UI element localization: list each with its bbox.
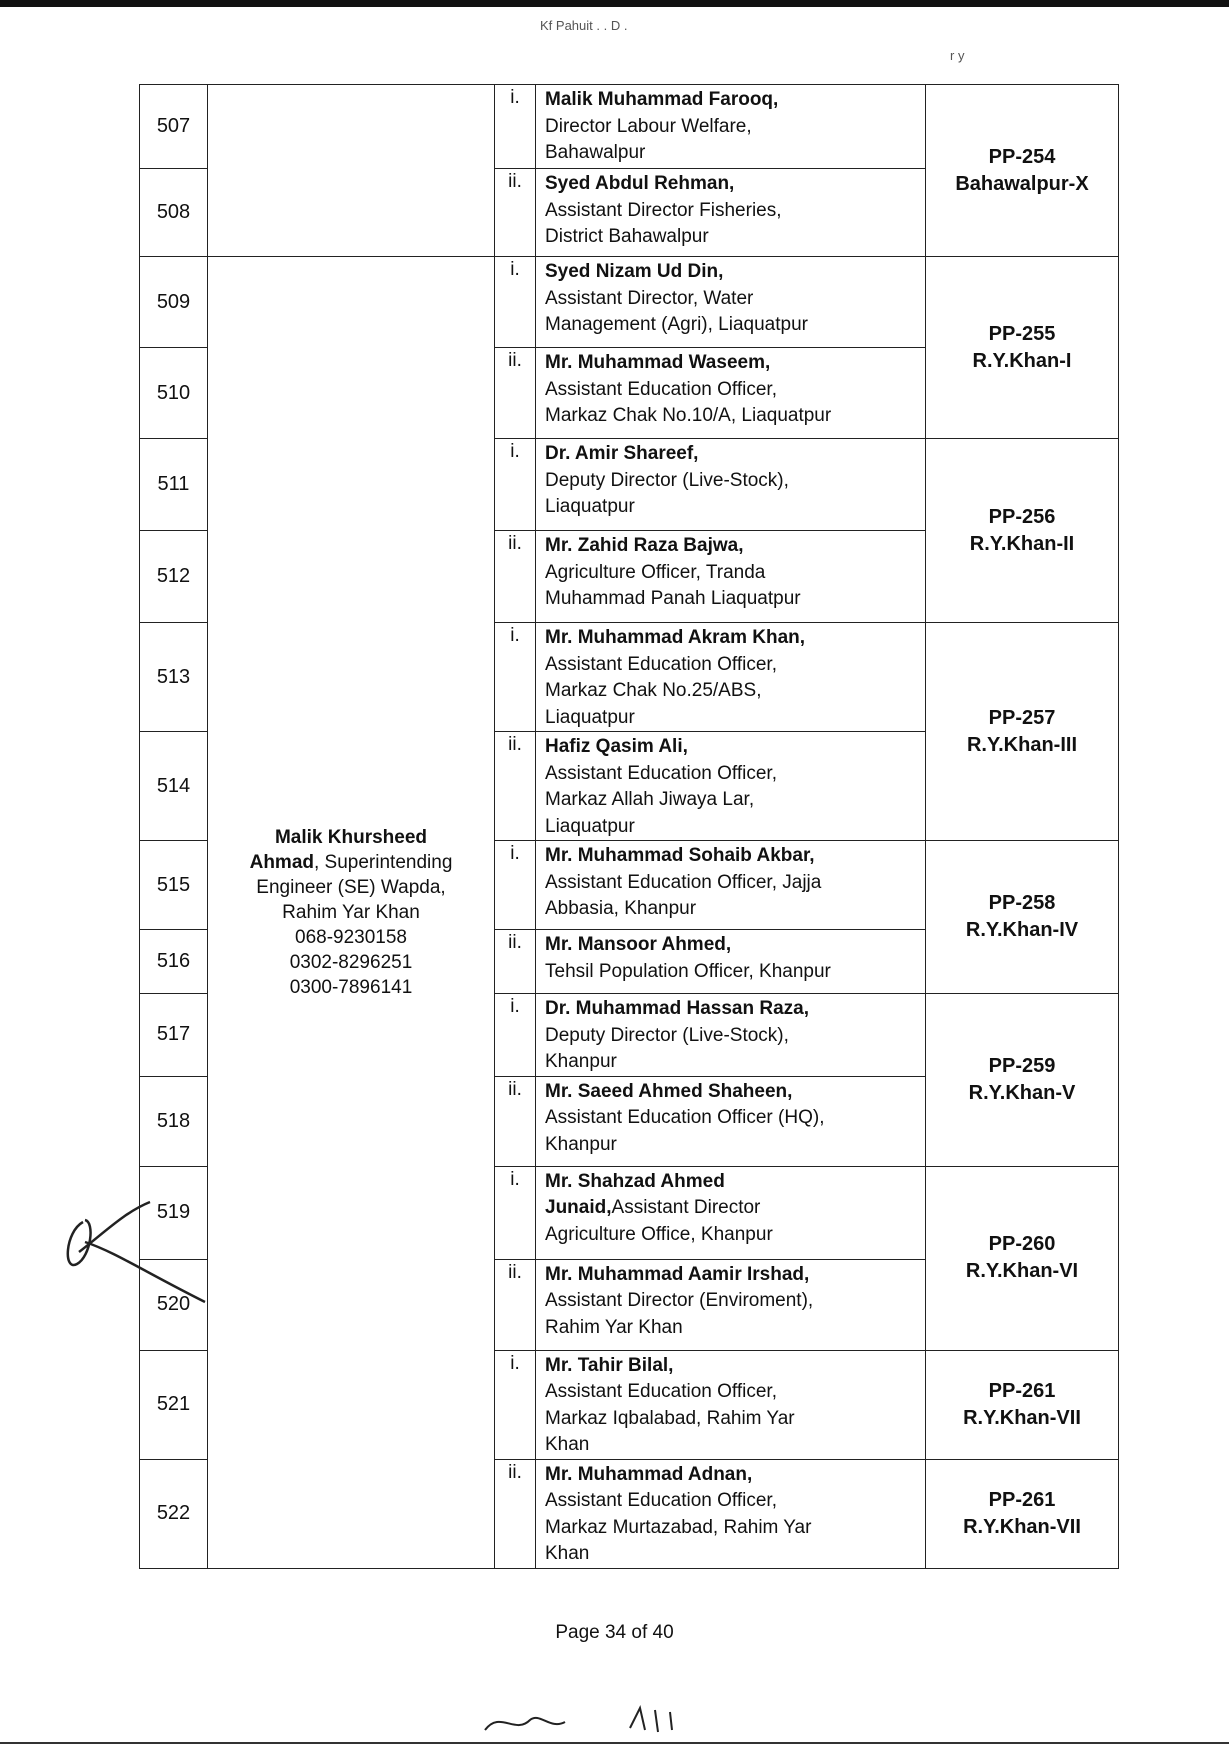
officer-detail: Assistant Director Fisheries, (545, 199, 782, 221)
coordinator-phone: 0300-7896141 (289, 976, 413, 998)
officer-detail: Assistant Education Officer, (545, 653, 777, 675)
coordinator-title: , Superintending (314, 851, 453, 873)
officer-name: Syed Abdul Rehman, (545, 173, 735, 194)
officer-name: Mr. Zahid Raza Bajwa, (545, 535, 744, 556)
officer-detail: Deputy Director (Live-Stock), (545, 1024, 789, 1046)
officer-detail: Markaz Chak No.25/ABS, (545, 680, 762, 701)
officer-cell (536, 1350, 926, 1459)
officer-name: Dr. Muhammad Hassan Raza, (545, 998, 809, 1019)
officer-detail: Abbasia, Khanpur (545, 898, 697, 919)
officer-cell (536, 732, 926, 841)
row-roman: i. (495, 994, 536, 1077)
officer-detail: Khanpur (545, 1051, 617, 1072)
row-roman: ii. (495, 348, 536, 439)
top-border (0, 0, 1229, 7)
constituency-area: R.Y.Khan-II (969, 532, 1075, 555)
constituency-code: PP-261 (988, 1488, 1056, 1511)
officer-cell (536, 531, 926, 623)
constituency-area: R.Y.Khan-VI (965, 1260, 1079, 1282)
officer-name: Mr. Tahir Bilal, (545, 1354, 674, 1376)
officer-detail: Assistant Education Officer, Jajja (545, 871, 822, 893)
constituency-code: PP-259 (988, 1054, 1056, 1077)
officer-detail: Bahawalpur (545, 142, 646, 163)
row-roman: i. (495, 85, 536, 169)
officer-name-cont: Junaid, (545, 1197, 612, 1218)
officer-cell (536, 169, 926, 257)
officer-name: Mr. Muhammad Aamir Irshad, (545, 1263, 810, 1285)
row-number: 507 (140, 85, 208, 169)
constituency-code: PP-261 (988, 1379, 1056, 1402)
coordinator-cell-empty (208, 85, 495, 257)
officer-cell (536, 841, 926, 930)
constituency-cell (926, 994, 1119, 1167)
officer-detail: Tehsil Population Officer, Khanpur (545, 960, 831, 982)
constituency-cell (926, 1166, 1119, 1350)
row-number: 511 (140, 439, 208, 531)
officer-name: Mr. Muhammad Adnan, (545, 1463, 753, 1485)
row-number: 515 (140, 841, 208, 930)
constituency-cell (926, 623, 1119, 841)
assignment-table (139, 84, 1119, 1569)
constituency-code: PP-255 (988, 322, 1056, 345)
coordinator-phone: 068-9230158 (295, 926, 407, 948)
officer-cell (536, 439, 926, 531)
officer-cell (536, 1076, 926, 1166)
officer-detail: Deputy Director (Live-Stock), (545, 469, 789, 491)
officer-detail: District Bahawalpur (545, 226, 709, 247)
constituency-code: PP-257 (988, 706, 1056, 729)
row-number: 509 (140, 257, 208, 348)
officer-detail: Assistant Education Officer, (545, 762, 777, 784)
row-number: 510 (140, 348, 208, 439)
row-number: 517 (140, 994, 208, 1077)
row-number: 508 (140, 169, 208, 257)
signature-scribble (480, 1700, 740, 1740)
constituency-cell (926, 841, 1119, 994)
row-roman: ii. (495, 1076, 536, 1166)
officer-cell (536, 1166, 926, 1259)
bottom-border (0, 1742, 1229, 1744)
constituency-cell (926, 1459, 1119, 1568)
row-number: 521 (140, 1350, 208, 1459)
officer-detail: Liaquatpur (545, 706, 635, 728)
officer-name: Mr. Muhammad Akram Khan, (545, 627, 806, 648)
constituency-code: PP-256 (988, 505, 1056, 528)
row-number: 514 (140, 732, 208, 841)
row-number: 518 (140, 1076, 208, 1166)
constituency-area: R.Y.Khan-VII (963, 1515, 1081, 1538)
row-roman: i. (495, 439, 536, 531)
constituency-cell (926, 1350, 1119, 1459)
officer-detail: Assistant Director (611, 1197, 761, 1218)
constituency-cell (926, 257, 1119, 439)
officer-cell (536, 257, 926, 348)
officer-detail: Agriculture Office, Khanpur (545, 1223, 773, 1245)
row-roman: ii. (495, 732, 536, 841)
officer-detail: Assistant Director (Enviroment), (545, 1290, 814, 1311)
constituency-cell (926, 85, 1119, 257)
constituency-code: PP-260 (988, 1233, 1056, 1255)
constituency-area: R.Y.Khan-VII (963, 1406, 1081, 1429)
officer-detail: Muhammad Panah Liaquatpur (545, 588, 801, 609)
coordinator-location: Rahim Yar Khan (282, 901, 420, 923)
officer-detail: Assistant Education Officer, (545, 1490, 777, 1511)
officer-cell (536, 994, 926, 1077)
officer-detail: Markaz Allah Jiwaya Lar, (545, 789, 755, 810)
officer-cell (536, 348, 926, 439)
officer-detail: Rahim Yar Khan (545, 1316, 683, 1338)
officer-name: Mr. Muhammad Sohaib Akbar, (545, 845, 815, 866)
row-roman: ii. (495, 930, 536, 994)
row-roman: ii. (495, 531, 536, 623)
header-scribble-right: r y (950, 48, 965, 63)
officer-detail: Director Labour Welfare, (545, 115, 752, 137)
row-number: 513 (140, 623, 208, 732)
page-number: Page 34 of 40 (555, 1622, 674, 1643)
row-number: 522 (140, 1459, 208, 1568)
officer-detail: Assistant Education Officer (HQ), (545, 1107, 825, 1128)
officer-name: Mr. Mansoor Ahmed, (545, 934, 732, 955)
officer-detail: Khanpur (545, 1133, 617, 1155)
row-roman: i. (495, 257, 536, 348)
officer-cell (536, 1259, 926, 1350)
officer-name: Syed Nizam Ud Din, (545, 261, 724, 282)
row-roman: i. (495, 1166, 536, 1259)
officer-name: Mr. Saeed Ahmed Shaheen, (545, 1080, 793, 1102)
officer-detail: Khan (545, 1434, 590, 1455)
row-roman: ii. (495, 1459, 536, 1568)
handwritten-check-mark (55, 1192, 215, 1312)
row-number: 520 (140, 1259, 208, 1350)
header-scribble-left: Kf Pahuit . . D . (540, 18, 628, 33)
row-number: 516 (140, 930, 208, 994)
table-row (140, 257, 1119, 348)
constituency-cell (926, 439, 1119, 623)
row-roman: i. (495, 841, 536, 930)
row-roman: ii. (495, 169, 536, 257)
officer-cell (536, 85, 926, 169)
officer-detail: Management (Agri), Liaquatpur (545, 314, 808, 335)
row-roman: i. (495, 1350, 536, 1459)
officer-detail: Assistant Education Officer, (545, 378, 777, 400)
officer-name: Mr. Shahzad Ahmed (545, 1170, 725, 1192)
officer-detail: Khan (545, 1543, 590, 1564)
coordinator-name: Malik Khursheed (274, 826, 428, 848)
coordinator-cell (208, 257, 495, 1569)
officer-name: Dr. Amir Shareef, (545, 443, 699, 464)
officer-name: Hafiz Qasim Ali, (545, 736, 688, 757)
officer-detail: Assistant Education Officer, (545, 1381, 777, 1402)
coordinator-title: Engineer (SE) Wapda, (256, 876, 446, 898)
constituency-area: R.Y.Khan-IV (965, 919, 1079, 941)
constituency-code: PP-258 (988, 892, 1056, 914)
officer-detail: Markaz Iqbalabad, Rahim Yar (545, 1407, 795, 1429)
officer-cell (536, 623, 926, 732)
officer-detail: Markaz Chak No.10/A, Liaquatpur (545, 405, 832, 426)
constituency-area: R.Y.Khan-I (972, 349, 1072, 372)
row-roman: ii. (495, 1259, 536, 1350)
officer-name: Mr. Muhammad Waseem, (545, 352, 771, 373)
officer-detail: Markaz Murtazabad, Rahim Yar (545, 1516, 812, 1538)
officer-cell (536, 930, 926, 994)
officer-detail: Liaquatpur (545, 815, 635, 837)
constituency-area: R.Y.Khan-V (968, 1081, 1076, 1104)
coordinator-phone: 0302-8296251 (289, 951, 413, 973)
officer-detail: Assistant Director, Water (545, 287, 754, 309)
table-row (140, 85, 1119, 169)
officer-name: Malik Muhammad Farooq, (545, 89, 779, 110)
row-number: 519 (140, 1166, 208, 1259)
officer-detail: Liaquatpur (545, 496, 635, 517)
row-number: 512 (140, 531, 208, 623)
constituency-code: PP-254 (988, 145, 1056, 168)
constituency-area: Bahawalpur-X (955, 172, 1089, 195)
coordinator-name-2: Ahmad (249, 851, 314, 873)
constituency-area: R.Y.Khan-III (966, 733, 1077, 756)
row-roman: i. (495, 623, 536, 732)
officer-detail: Agriculture Officer, Tranda (545, 561, 766, 583)
officer-cell (536, 1459, 926, 1568)
